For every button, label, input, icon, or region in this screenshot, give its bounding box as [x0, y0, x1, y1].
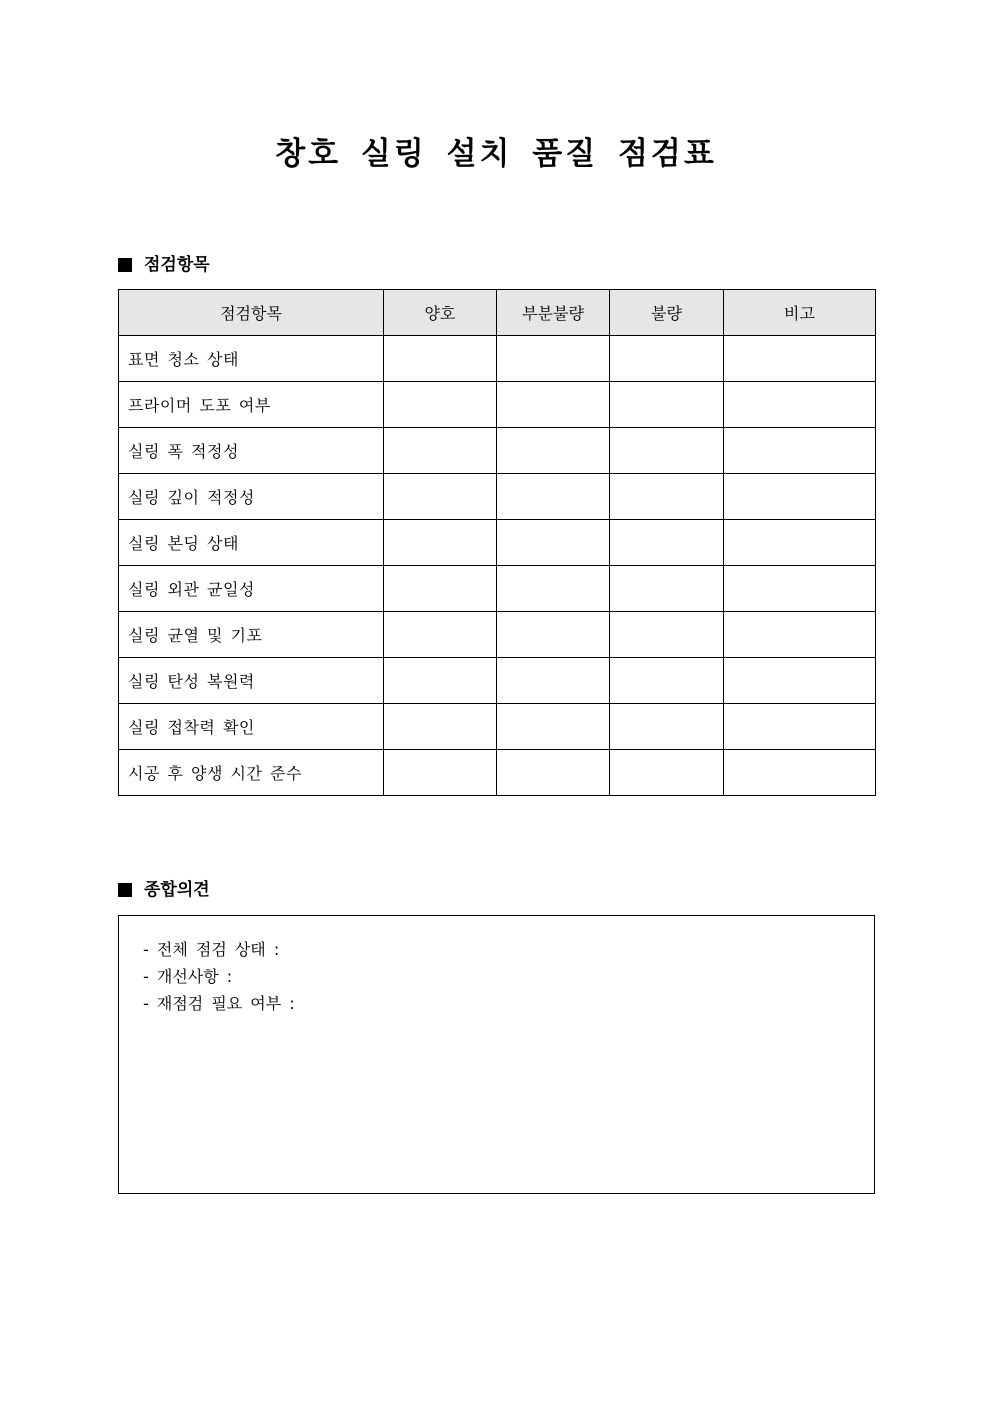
cell-defect[interactable] — [610, 520, 724, 566]
row-item-label: 실링 본딩 상태 — [119, 520, 384, 566]
table-row — [119, 704, 876, 750]
cell-good[interactable] — [384, 658, 497, 704]
overall-opinion-box[interactable] — [118, 915, 875, 1194]
inspection-table — [118, 289, 876, 796]
table-row — [119, 474, 876, 520]
cell-good[interactable] — [384, 750, 497, 796]
cell-good[interactable] — [384, 704, 497, 750]
cell-defect[interactable] — [610, 336, 724, 382]
header-defect: 불량 — [610, 290, 724, 336]
section-heading-label: 점검항목 — [144, 255, 210, 275]
row-item-label: 프라이머 도포 여부 — [119, 382, 384, 428]
cell-partial-defect[interactable] — [497, 750, 610, 796]
cell-defect[interactable] — [610, 428, 724, 474]
row-item-label: 실링 폭 적정성 — [119, 428, 384, 474]
cell-partial-defect[interactable] — [497, 428, 610, 474]
cell-good[interactable] — [384, 336, 497, 382]
cell-good[interactable] — [384, 520, 497, 566]
cell-good[interactable] — [384, 382, 497, 428]
table-row — [119, 520, 876, 566]
cell-partial-defect[interactable] — [497, 474, 610, 520]
table-row — [119, 658, 876, 704]
cell-partial-defect[interactable] — [497, 658, 610, 704]
row-item-label: 실링 균열 및 기포 — [119, 612, 384, 658]
cell-defect[interactable] — [610, 382, 724, 428]
row-item-label: 실링 접착력 확인 — [119, 704, 384, 750]
cell-defect[interactable] — [610, 612, 724, 658]
header-partial-defect: 부분불량 — [497, 290, 610, 336]
cell-good[interactable] — [384, 428, 497, 474]
cell-partial-defect[interactable] — [497, 566, 610, 612]
table-header-row — [119, 290, 876, 336]
cell-defect[interactable] — [610, 704, 724, 750]
cell-remarks[interactable] — [724, 336, 876, 382]
row-item-label: 실링 깊이 적정성 — [119, 474, 384, 520]
cell-partial-defect[interactable] — [497, 382, 610, 428]
table-row — [119, 612, 876, 658]
cell-remarks[interactable] — [724, 750, 876, 796]
section-heading-label: 종합의견 — [144, 880, 210, 900]
row-item-label: 표면 청소 상태 — [119, 336, 384, 382]
cell-remarks[interactable] — [724, 428, 876, 474]
opinion-overall-status: - 전체 점검 상태 : — [143, 940, 280, 959]
cell-remarks[interactable] — [724, 566, 876, 612]
cell-remarks[interactable] — [724, 474, 876, 520]
cell-defect[interactable] — [610, 658, 724, 704]
black-square-icon — [118, 883, 132, 897]
section-heading-overall-opinion — [118, 878, 210, 902]
cell-partial-defect[interactable] — [497, 704, 610, 750]
row-item-label: 실링 탄성 복원력 — [119, 658, 384, 704]
cell-defect[interactable] — [610, 474, 724, 520]
table-row — [119, 382, 876, 428]
cell-good[interactable] — [384, 612, 497, 658]
cell-remarks[interactable] — [724, 382, 876, 428]
cell-remarks[interactable] — [724, 520, 876, 566]
section-heading-inspection-items — [118, 253, 210, 277]
cell-defect[interactable] — [610, 750, 724, 796]
row-item-label: 실링 외관 균일성 — [119, 566, 384, 612]
cell-remarks[interactable] — [724, 612, 876, 658]
table-row — [119, 750, 876, 796]
cell-partial-defect[interactable] — [497, 336, 610, 382]
cell-partial-defect[interactable] — [497, 612, 610, 658]
cell-remarks[interactable] — [724, 704, 876, 750]
cell-remarks[interactable] — [724, 658, 876, 704]
header-item: 점검항목 — [119, 290, 384, 336]
cell-defect[interactable] — [610, 566, 724, 612]
header-remarks: 비고 — [724, 290, 876, 336]
cell-partial-defect[interactable] — [497, 520, 610, 566]
table-row — [119, 566, 876, 612]
table-row — [119, 336, 876, 382]
cell-good[interactable] — [384, 474, 497, 520]
document-title: 창호 실링 설치 품질 점검표 — [275, 136, 717, 172]
table-row — [119, 428, 876, 474]
row-item-label: 시공 후 양생 시간 준수 — [119, 750, 384, 796]
black-square-icon — [118, 258, 132, 272]
cell-good[interactable] — [384, 566, 497, 612]
header-good: 양호 — [384, 290, 497, 336]
opinion-improvements: - 개선사항 : — [143, 967, 233, 986]
opinion-reinspection-needed: - 재점검 필요 여부 : — [143, 994, 295, 1013]
